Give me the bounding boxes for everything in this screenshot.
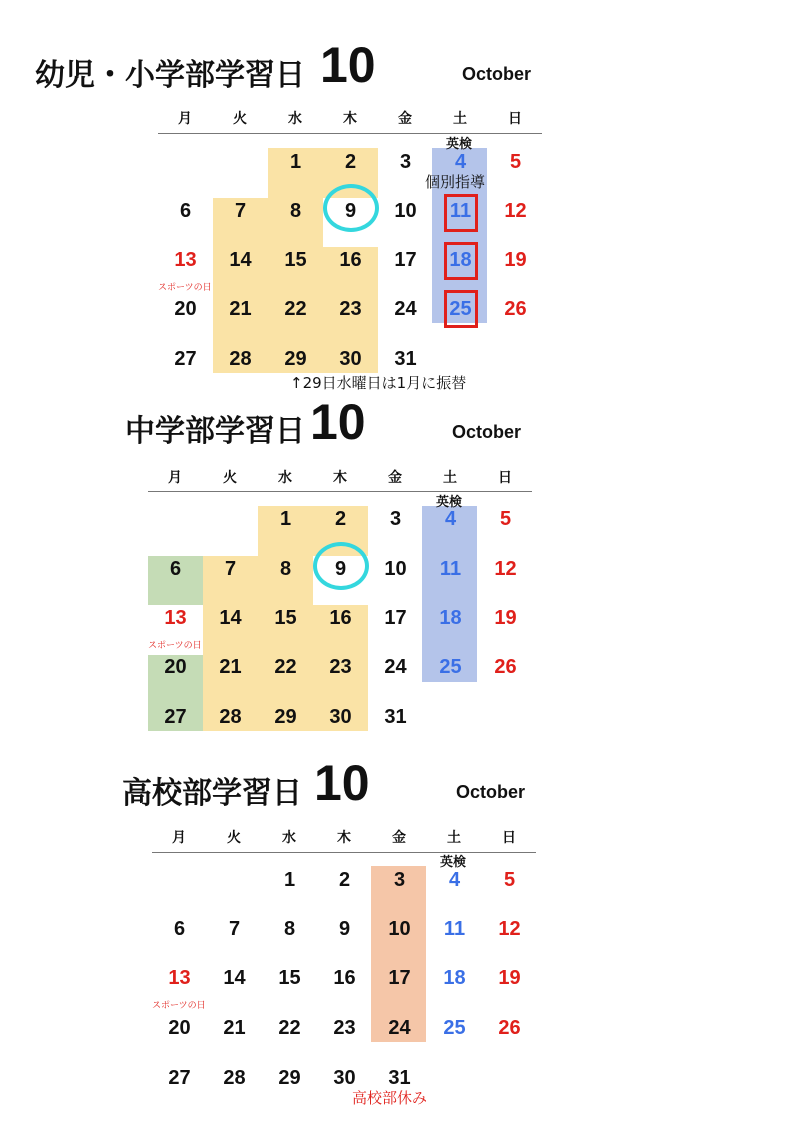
day-15: 15 [274,607,297,629]
weekday-mon: 月 [172,830,186,846]
weekday-tue: 火 [227,830,241,846]
day-14: 14 [223,967,246,989]
day-21: 21 [229,298,252,320]
day-1: 1 [283,869,296,891]
month-number: 10 [320,37,376,93]
day-19: 19 [498,967,521,989]
day-17: 17 [384,607,407,629]
day-13: 13 [174,249,197,271]
day-20: 20 [168,1017,191,1039]
day-23: 23 [339,298,362,320]
day-16: 16 [329,607,352,629]
day-21: 21 [223,1017,246,1039]
day-20: 20 [174,298,197,320]
day-6: 6 [179,200,192,222]
day-11: 11 [439,558,462,580]
day-27: 27 [168,1067,191,1089]
weekday-thu: 木 [337,830,351,846]
day-8: 8 [279,558,292,580]
individual-lesson-box [444,242,478,280]
day-1: 1 [289,151,302,173]
day-8: 8 [283,918,296,940]
eiken-label: 英検 [436,495,463,510]
day-8: 8 [289,200,302,222]
day-27: 27 [174,348,197,370]
day-30: 30 [333,1067,356,1089]
weekday-thu: 木 [333,470,347,486]
individual-lesson-box [444,290,478,328]
header-divider [152,852,536,853]
weekday-tue: 火 [223,470,237,486]
holiday-label: スポーツの日 [158,283,212,293]
day-4: 4 [448,869,461,891]
day-26: 26 [494,656,517,678]
day-28: 28 [219,706,242,728]
day-3: 3 [389,508,402,530]
weekday-sat: 土 [447,830,461,846]
day-12: 12 [504,200,527,222]
day-5: 5 [499,508,512,530]
month-english: October [462,64,532,84]
kobetsu-label: 個別指導 [425,173,486,191]
day-31: 31 [388,1067,411,1089]
day-24: 24 [388,1017,411,1039]
day-6: 6 [173,918,186,940]
day-31: 31 [384,706,407,728]
day-31: 31 [394,348,417,370]
day-2: 2 [344,151,357,173]
day-7: 7 [234,200,247,222]
day-17: 17 [388,967,411,989]
day-14: 14 [219,607,242,629]
weekday-thu: 木 [343,111,357,127]
day-19: 19 [494,607,517,629]
weekday-wed: 水 [282,830,296,846]
day-25: 25 [449,298,472,320]
day-9: 9 [338,918,351,940]
section-title: 高校部学習日 [122,776,302,811]
day-15: 15 [284,249,307,271]
day-26: 26 [498,1017,521,1039]
day-28: 28 [229,348,252,370]
day-2: 2 [334,508,347,530]
day-10: 10 [388,918,411,940]
eiken-label: 英検 [440,855,467,870]
day-22: 22 [284,298,307,320]
day-11: 11 [449,200,472,222]
day-5: 5 [503,869,516,891]
day-9: 9 [344,200,357,222]
day-21: 21 [219,656,242,678]
weekday-sat: 土 [443,470,457,486]
day-7: 7 [228,918,241,940]
day-12: 12 [498,918,521,940]
day-3: 3 [393,869,406,891]
weekday-fri: 金 [392,830,406,846]
day-27: 27 [164,706,187,728]
section-title: 幼児・小学部学習日 [35,58,305,93]
day-17: 17 [394,249,417,271]
day-6: 6 [169,558,182,580]
day-10: 10 [384,558,407,580]
weekday-tue: 火 [233,111,247,127]
day-16: 16 [339,249,362,271]
day-30: 30 [339,348,362,370]
day-3: 3 [399,151,412,173]
header-divider [148,491,532,492]
weekday-mon: 月 [168,470,182,486]
weekday-sun: 日 [498,470,512,486]
day-12: 12 [494,558,517,580]
day-1: 1 [279,508,292,530]
day-29: 29 [278,1067,301,1089]
weekday-sat: 土 [453,111,467,127]
day-13: 13 [164,607,187,629]
day-25: 25 [443,1017,466,1039]
day-26: 26 [504,298,527,320]
month-number: 10 [314,755,370,811]
day-23: 23 [333,1017,356,1039]
day-29: 29 [274,706,297,728]
day-24: 24 [394,298,417,320]
day-4: 4 [444,508,457,530]
day-7: 7 [224,558,237,580]
day-24: 24 [384,656,407,678]
day-13: 13 [168,967,191,989]
day-2: 2 [338,869,351,891]
closed-note: 高校部休み [352,1089,428,1107]
day-10: 10 [394,200,417,222]
individual-lesson-box [444,194,478,232]
day-15: 15 [278,967,301,989]
holiday-label: スポーツの日 [152,1001,206,1011]
day-23: 23 [329,656,352,678]
day-22: 22 [274,656,297,678]
weekday-wed: 水 [278,470,292,486]
header-divider [158,133,542,134]
day-20: 20 [164,656,187,678]
weekday-fri: 金 [398,111,412,127]
day-5: 5 [509,151,522,173]
day-18: 18 [439,607,462,629]
day-9-circle-marker [313,542,369,590]
day-30: 30 [329,706,352,728]
weekday-sun: 日 [502,830,516,846]
day-14: 14 [229,249,252,271]
weekday-mon: 月 [178,111,192,127]
weekday-wed: 水 [288,111,302,127]
day-16: 16 [333,967,356,989]
holiday-label: スポーツの日 [148,641,202,651]
day-18: 18 [449,249,472,271]
day-11: 11 [443,918,466,940]
month-english: October [456,782,526,802]
day-9: 9 [334,558,347,580]
weekday-fri: 金 [388,470,402,486]
day-25: 25 [439,656,462,678]
day-19: 19 [504,249,527,271]
day-22: 22 [278,1017,301,1039]
day-18: 18 [443,967,466,989]
eiken-label: 英検 [446,137,473,152]
month-english: October [452,422,522,442]
weekday-sun: 日 [508,111,522,127]
makeup-note: ↑29日水曜日は1月に振替 [290,374,467,392]
day-29: 29 [284,348,307,370]
day-9-circle-marker [323,184,379,232]
section-title: 中学部学習日 [125,414,305,449]
day-4: 4 [454,151,467,173]
day-28: 28 [223,1067,246,1089]
month-number: 10 [310,394,366,450]
